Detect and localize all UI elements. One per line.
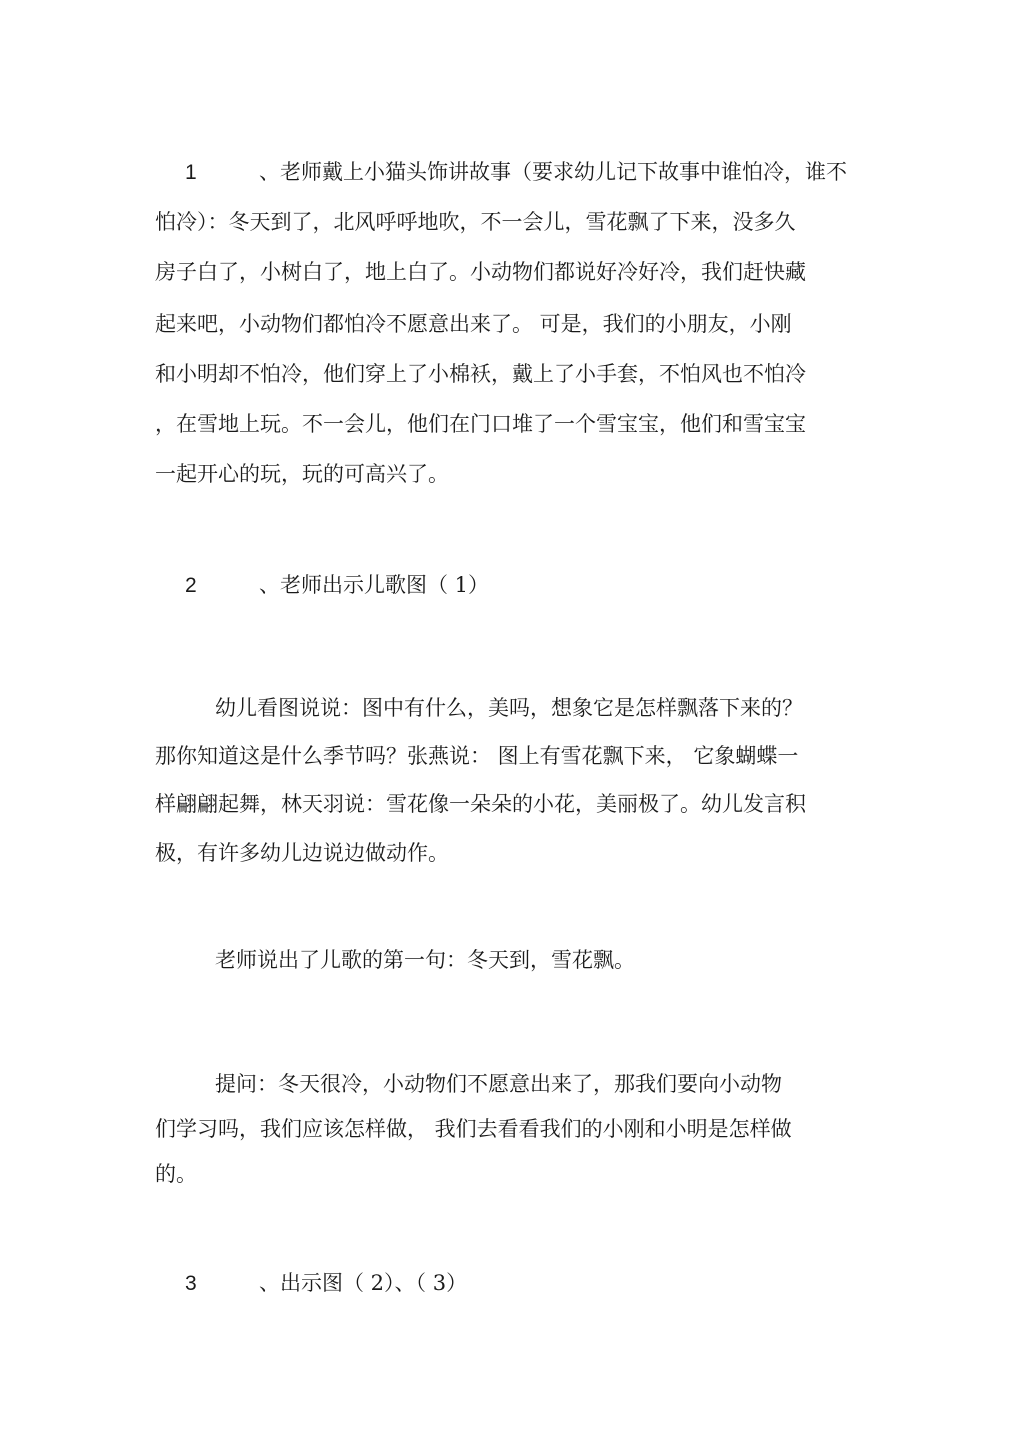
section-1-line-6: ，在雪地上玩。不一会儿，他们在门口堆了一个雪宝宝，他们和雪宝宝 <box>155 412 806 436</box>
section-2-para-3-line-2: 们学习吗，我们应该怎样做， 我们去看看我们的小刚和小明是怎样做 <box>155 1117 792 1141</box>
section-2-para-3-line-1: 提问：冬天很冷，小动物们不愿意出来了，那我们要向小动物 <box>215 1072 782 1096</box>
section-2-para-1-line-2: 那你知道这是什么季节吗？张燕说： 图上有雪花飘下来， 它象蝴蝶一 <box>155 744 799 768</box>
section-1-line-4: 起来吧，小动物们都怕冷不愿意出来了。 可是，我们的小朋友，小刚 <box>155 312 792 336</box>
section-1-line-1 <box>155 157 847 188</box>
section-2-para-1-line-3: 样翩翩起舞，林天羽说：雪花像一朵朵的小花，美丽极了。幼儿发言积 <box>155 792 806 816</box>
section-2-heading <box>155 570 489 601</box>
section-2-para-1-line-4: 极，有许多幼儿边说边做动作。 <box>155 841 449 865</box>
section-1-line-3: 房子白了，小树白了，地上白了。小动物们都说好冷好冷，我们赶快藏 <box>155 260 806 284</box>
section-1-line-2: 怕冷）：冬天到了，北风呼呼地吹，不一会儿，雪花飘了下来，没多久 <box>155 210 796 234</box>
section-1-line-5: 和小明却不怕冷，他们穿上了小棉袄，戴上了小手套，不怕风也不怕冷 <box>155 362 806 386</box>
section-3-number: 3 <box>185 1272 197 1295</box>
section-1-text-1: 、老师戴上小猫头饰讲故事（要求幼儿记下故事中谁怕冷，谁不 <box>259 160 847 184</box>
section-2-number: 2 <box>185 574 197 597</box>
section-3-heading-text: 、出示图（ 2）、（ 3） <box>259 1271 468 1295</box>
section-1-line-7: 一起开心的玩，玩的可高兴了。 <box>155 462 449 486</box>
section-2-heading-text: 、老师出示儿歌图（ 1） <box>259 573 490 597</box>
section-1-number: 1 <box>185 161 197 184</box>
section-2-para-2: 老师说出了儿歌的第一句：冬天到，雪花飘。 <box>215 948 635 972</box>
section-2-para-3-line-3: 的。 <box>155 1162 197 1186</box>
section-2-para-1-line-1: 幼儿看图说说：图中有什么，美吗，想象它是怎样飘落下来的？ <box>215 696 803 720</box>
section-3-heading <box>155 1268 467 1299</box>
